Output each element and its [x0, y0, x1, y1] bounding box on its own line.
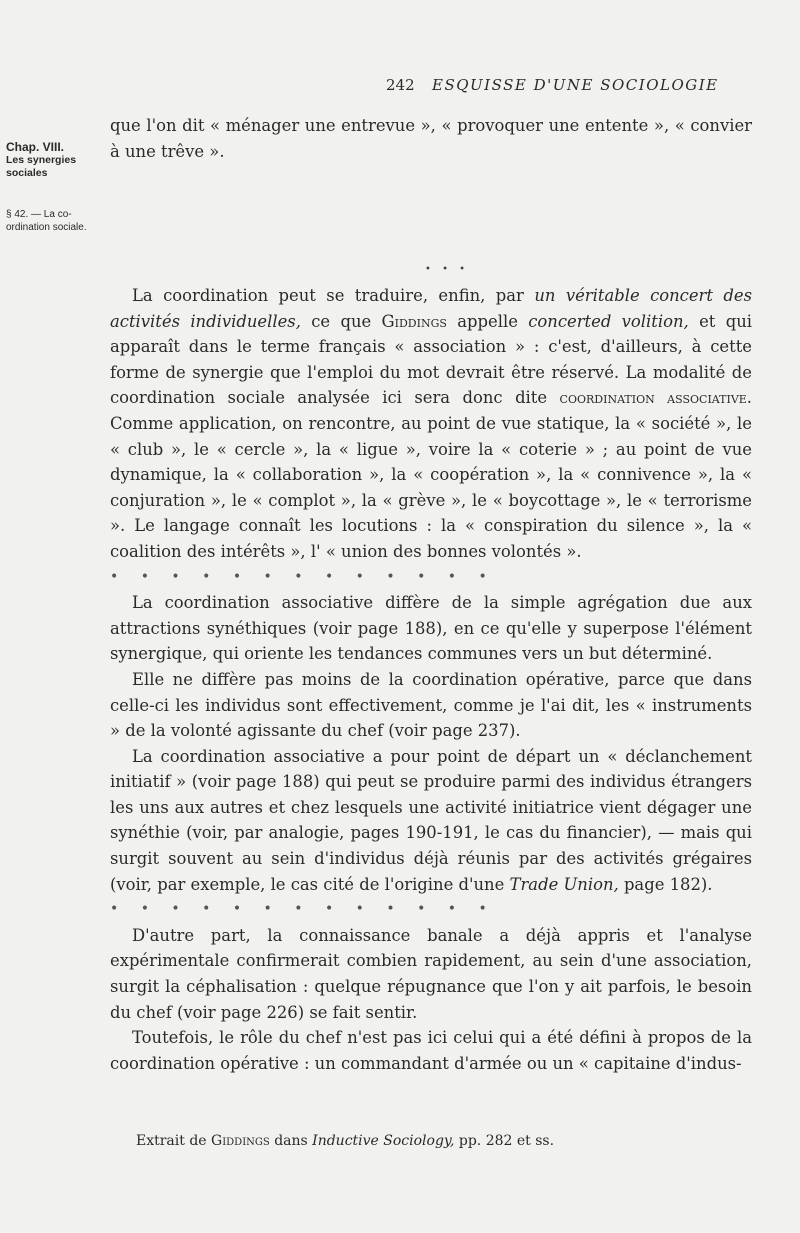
paragraph-1	[110, 283, 752, 565]
paragraph-5: D'autre part, la connaissance banale a déjà appris et l'analyse expérimentale confirmerait combien rapidement, au sein d'une association, surgit la céphalisation : quelque répugnance que l'on y ait parfois, le besoin du chef (voir page 226) se fait sentir.	[110, 925, 752, 1022]
ornament: • • •	[425, 264, 470, 275]
p1-text-g: et qui apparaît dans le terme français « association » : c'est, d'ailleurs, à cette forme de synergie que l'emploi du mot devrait être réservé. La modalité de coordination sociale analysée ici sera donc dite	[110, 311, 752, 408]
paragraph-4	[110, 744, 752, 898]
footnote-title: Inductive Sociology,	[312, 1133, 455, 1149]
p4-text-c: page 182).	[618, 874, 713, 894]
footnote-text-c: dans	[269, 1133, 313, 1149]
margin-section: § 42. — La co-ordination sociale.	[6, 209, 87, 233]
p4-text-a: La coordination associative a pour point de départ un « déclanchement initiatif » (voir page 188) qui peut se produire parmi des individus étrangers les uns aux autres et chez lesquels une activité initiatrice vient dégager une synéthie (voir, par analogie, pages 190-191, le cas du financier), — mais qui surgit souvent au sein d'individus déjà réunis par des activités grégaires (voir, par exemple, le cas cité de l'origine d'une	[110, 746, 752, 894]
p1-emphasis: un véritable concert des activités individuelles,	[110, 286, 752, 331]
footnote-text-e: pp. 282 et ss.	[454, 1133, 555, 1149]
p1-text-a: La coordination peut se traduire, enfin, par	[132, 286, 535, 305]
footnote-author: Giddings	[211, 1133, 270, 1149]
margin-chapter-title: Les synergies sociales	[6, 154, 77, 179]
p1-text-i: Comme application, on rencontre, au point de vue statique, la « société », le « club », le « cercle », la « ligue », voire la « coterie » ; au point de vue dynamique, la « collaboration », la « coopération », la « connivence », la « conjuration », le « complot », la « grève », le « boycottage », le « terrorisme ». Le langage connaît les locutions : la « conspiration du silence », la « coalition des intérêts », l' « union des bonnes volontés ».	[110, 413, 752, 561]
top-text-block	[110, 113, 752, 164]
paragraph-2: La coordination associative diffère de la simple agrégation due aux attractions synéthiques (voir page 188), en ce qu'elle y superpose l'élément synergique, qui oriente les tendances communes vers un but déterminé.	[110, 593, 752, 664]
dots-separator-1: • • • • • • • • • • • • •	[110, 568, 496, 585]
top-text: que l'on dit « ménager une entrevue », « provoquer une entente », « convier à une trêve ».	[110, 116, 752, 161]
p1-text-e: appelle	[446, 311, 529, 331]
dots-separator-2: • • • • • • • • • • • • •	[110, 901, 496, 918]
footnote	[136, 1133, 554, 1149]
margin-chapter-note	[6, 141, 104, 180]
main-text	[110, 283, 752, 1076]
p1-text-c: ce que	[300, 311, 382, 331]
running-title: ESQUISSE D'UNE SOCIOLOGIE	[432, 76, 719, 94]
footnote-text-a: Extrait de	[136, 1133, 212, 1149]
p1-term: concerted volition,	[528, 311, 689, 331]
margin-chapter: Chap. VIII.	[6, 140, 65, 154]
p1-smallcaps: coordination associative.	[559, 388, 752, 408]
paragraph-6: Toutefois, le rôle du chef n'est pas ici celui qui a été défini à propos de la coordination opérative : un commandant d'armée ou un « capitaine d'indus-	[110, 1028, 752, 1073]
p4-emphasis: Trade Union,	[509, 874, 619, 894]
page-number: 242	[386, 76, 415, 94]
p1-author: Giddings	[381, 311, 447, 331]
paragraph-3: Elle ne diffère pas moins de la coordination opérative, parce que dans celle-ci les individus sont effectivement, comme je l'ai dit, les « instruments » de la volonté agissante du chef (voir page 237).	[110, 669, 752, 741]
